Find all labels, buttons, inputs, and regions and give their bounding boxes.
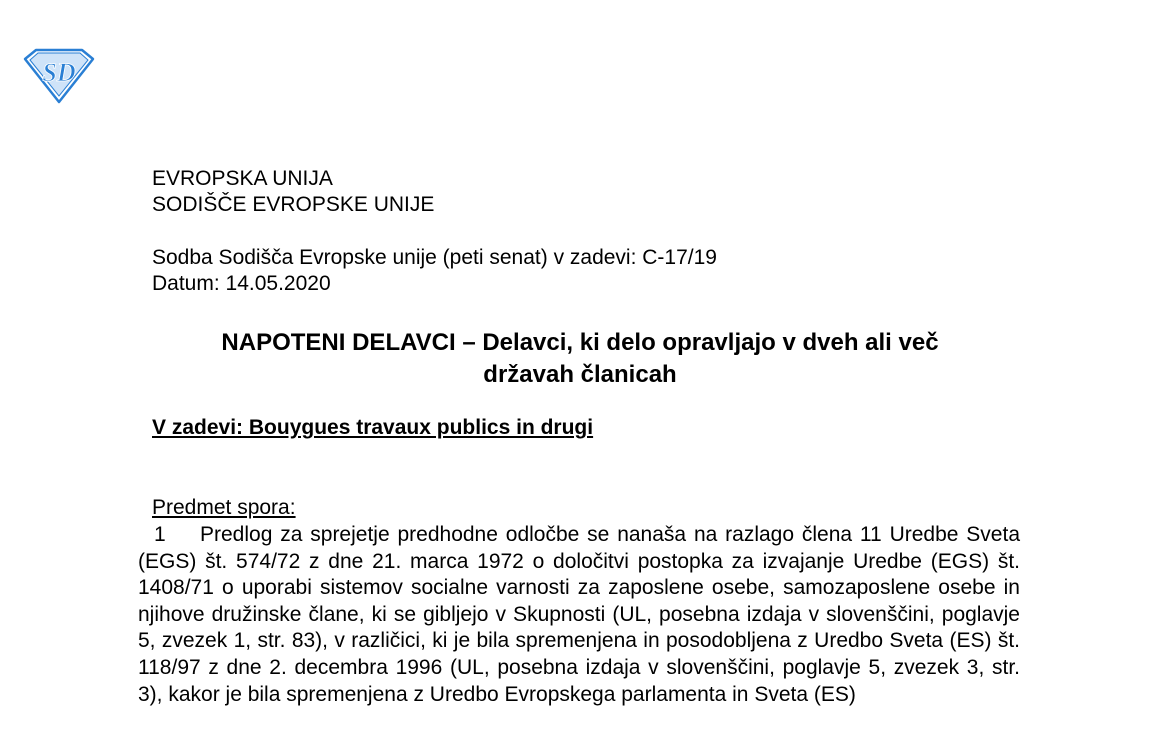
document-title bbox=[100, 327, 1060, 391]
case-heading: V zadevi: Bouygues travaux publics in drugi bbox=[152, 416, 594, 439]
paragraph-number: 1 bbox=[154, 523, 166, 546]
subject-heading: Predmet spora: bbox=[152, 496, 296, 519]
judgment-court-line: Sodba Sodišča Evropske unije (peti senat) v zadevi: C-17/19 bbox=[152, 246, 717, 269]
paragraph-text: Predlog za sprejetje predhodne odločbe se nanaša na razlago člena 11 Uredbe Sveta (EGS) št. 574/72 z dne 21. marca 1972 o določitvi postopka za izvajanje Uredbe (EGS) št. 1408/71 o uporabi sistemov socialne varnosti za zaposlene osebe, samozaposlene osebe in njihove družinske člane, ki se gibljejo v Skupnosti (UL, posebna izdaja v slovenščini, poglavje 5, zvezek 1, str. 83), v različici, ki je bila spremenjena in posodobljena z Uredbo Sveta (ES) št. 118/97 z dne 2. decembra 1996 (UL, posebna izdaja v slovenščini, poglavje 5, zvezek 3, str. 3), kakor je bila spremenjena z Uredbo Evropskega parlamenta in Sveta (ES) bbox=[138, 523, 1020, 706]
judgment-date-line: Datum: 14.05.2020 bbox=[152, 272, 331, 295]
document-title-line-1: NAPOTENI DELAVCI – Delavci, ki delo opravljajo v dveh ali več bbox=[221, 329, 939, 356]
header-line-2: SODIŠČE EVROPSKE UNIJE bbox=[152, 193, 435, 216]
svg-text:SD: SD bbox=[42, 58, 76, 87]
document-title-line-2: državah članicah bbox=[483, 361, 677, 388]
paragraph-1 bbox=[138, 522, 1020, 708]
court-shield-logo bbox=[22, 47, 96, 105]
header-line-1: EVROPSKA UNIJA bbox=[152, 167, 333, 190]
